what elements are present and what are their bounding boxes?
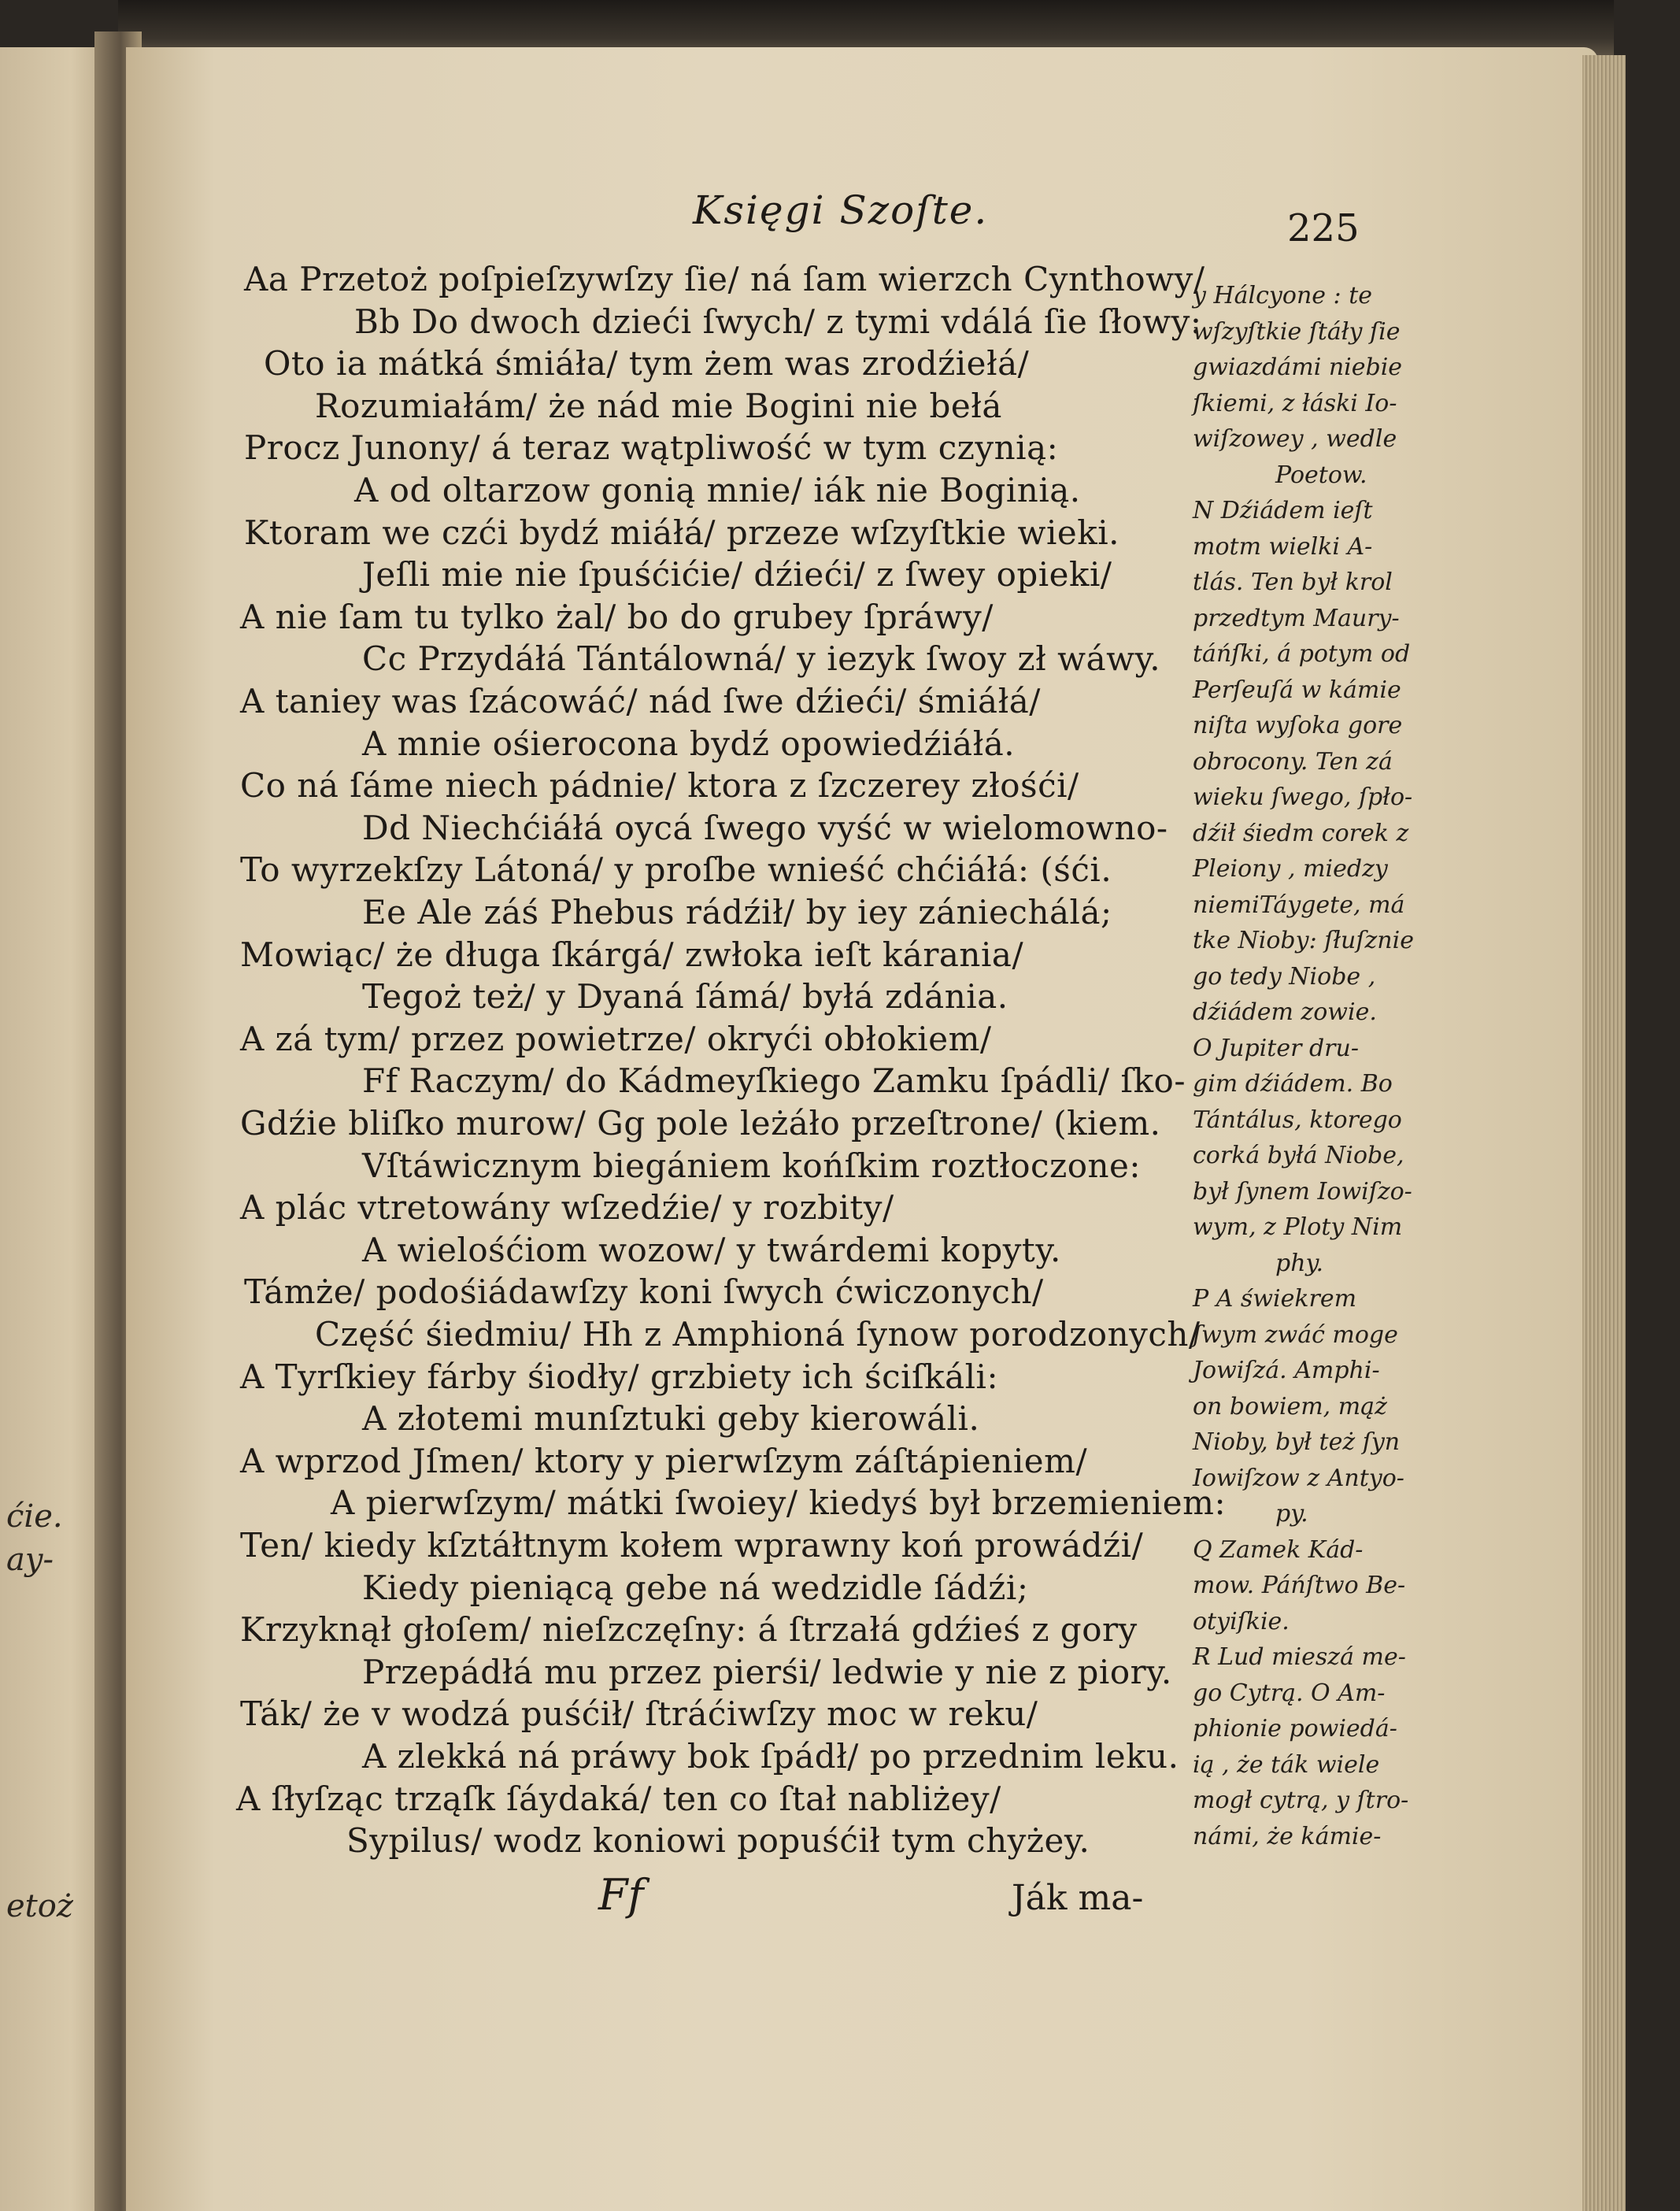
- verse-line: Ten/ kiedy kſztáłtnym kołem wprawny koń prowádźi/: [240, 1526, 1144, 1565]
- margin-note-line: mow. Páńſtwo Be-: [1193, 1572, 1406, 1599]
- verse-line: Mowiąc/ że długa ſkárgá/ zwłoka ieſt kárania/: [240, 935, 1024, 974]
- verse-line: Ktoram we czći bydź miáłá/ przeze wſzyſtkie wieki.: [244, 513, 1119, 552]
- margin-note-line: gwiazdámi niebie: [1193, 354, 1403, 381]
- verse-line: A ſłyſząc trząſk ſáydaká/ ten co ſtał nabliżey/: [236, 1779, 1001, 1818]
- margin-note-line: R Lud mieszá me-: [1193, 1643, 1406, 1671]
- page-fore-edge: [1582, 55, 1626, 2211]
- verse-line: A zá tym/ przez powietrze/ okryći obłokiem/: [240, 1019, 992, 1058]
- verse-line: A wielośćiom wozow/ y twárdemi kopyty.: [362, 1230, 1061, 1269]
- margin-note-line: go Cytrą. O Am-: [1193, 1679, 1386, 1707]
- margin-note-line: dźiádem zowie.: [1193, 998, 1377, 1026]
- verse-line: Gdźie bliſko murow/ Gg pole leżáło przeſtrone/ (kiem.: [240, 1104, 1161, 1143]
- margin-note-line: go tedy Niobe ,: [1193, 962, 1376, 991]
- margin-note-line: Tántálus, ktorego: [1193, 1106, 1402, 1134]
- verse-line: Ee Ale záś Phebus rádźił/ by iey zániechálá;: [362, 893, 1112, 931]
- verse-line: Kiedy pieniącą gebe ná wedzidle ſádźi;: [362, 1568, 1029, 1607]
- margin-note-line: był ſynem Iowiſzo-: [1193, 1177, 1412, 1205]
- margin-note-line: y Hálcyone : te: [1193, 282, 1373, 309]
- verse-line: Oto ia mátká śmiáła/ tym żem was zrodźiełá/: [264, 344, 1030, 383]
- verse-line: A pierwſzym/ mátki ſwoiey/ kiedyś był brzemieniem:: [331, 1483, 1227, 1523]
- margin-note-line: P A świekrem: [1193, 1285, 1357, 1313]
- margin-note-line: on bowiem, mąż: [1193, 1392, 1387, 1420]
- margin-note-line: motm wielki A-: [1193, 532, 1373, 561]
- verse-line: A plác vtretowány wſzedźie/ y rozbity/: [240, 1188, 894, 1228]
- margin-note-line: niſta wyſoka gore: [1193, 712, 1403, 739]
- margin-note-line: tlás. Ten był krol: [1193, 568, 1393, 596]
- margin-note-line: Iowiſzow z Antyo-: [1193, 1464, 1404, 1492]
- verse-line: Ták/ że v wodzá puśćił/ ſtráćiwſzy moc w reku/: [240, 1694, 1038, 1734]
- margin-note-line: Nioby, był też ſyn: [1193, 1428, 1401, 1456]
- margin-note-line: corká byłá Niobe,: [1193, 1142, 1404, 1169]
- margin-note-line: wieku ſwego, ſpło-: [1193, 783, 1413, 811]
- verse-line: A złotemi munſztuki geby kierowáli.: [362, 1399, 980, 1439]
- verse-line: Przepádłá mu przez pierśi/ ledwie y nie z piory.: [362, 1652, 1172, 1691]
- margin-note-line: O Jupiter dru-: [1193, 1034, 1359, 1062]
- margin-note-line: wiſzowey , wedle: [1193, 425, 1397, 453]
- left-page-fragment: ćie.: [6, 1498, 63, 1535]
- signature-mark: Ff: [598, 1870, 644, 1920]
- margin-note-line: obrocony. Ten zá: [1193, 747, 1393, 776]
- catchword: Ják ma-: [1012, 1878, 1144, 1918]
- verse-line: Tegoż też/ y Dyaná ſámá/ byłá zdánia.: [362, 977, 1008, 1017]
- verse-line: A wprzod Jſmen/ ktory y pierwſzym záſtápieniem/: [240, 1441, 1088, 1480]
- verse-line: Krzyknął głoſem/ nieſzczęſny: á ſtrzałá gdźieś z gory: [240, 1610, 1138, 1650]
- verse-line: Vſtáwicznym biegániem końſkim roztłoczone:: [362, 1146, 1142, 1185]
- verse-line: A nie ſam tu tylko żal/ bo do grubey ſpráwy/: [240, 597, 994, 636]
- margin-note-line: niemiTáygete, má: [1193, 891, 1405, 919]
- margin-note-line: przedtym Maury-: [1193, 604, 1400, 632]
- margin-note-line: wym, z Ploty Nim: [1193, 1213, 1403, 1241]
- margin-note-line: phy.: [1275, 1249, 1324, 1277]
- margin-note-line: phionie powiedá-: [1193, 1715, 1397, 1743]
- verse-line: Cc Przydáłá Tántálowná/ y iezyk ſwoy zł wáwy.: [362, 639, 1161, 679]
- verse-line: A Tyrſkiey fárby śiodły/ grzbiety ich ściſkáli:: [240, 1357, 999, 1396]
- margin-note-line: Jowiſzá. Amphi-: [1193, 1357, 1380, 1384]
- margin-note-line: gim dźiádem. Bo: [1193, 1070, 1393, 1098]
- verse-line: Rozumiałám/ że nád mie Bogini nie bełá: [315, 386, 1002, 425]
- margin-note-line: py.: [1275, 1500, 1308, 1528]
- verse-line: A taniey was ſzácowáć/ nád ſwe dźieći/ śmiáłá/: [240, 682, 1041, 720]
- verse-line: A mnie ośierocona bydź opowiedźiáłá.: [362, 724, 1016, 763]
- margin-note-line: táńſki, á potym od: [1193, 640, 1411, 668]
- verse-line: Część śiedmiu/ Hh z Amphioná ſynow porodzonych/: [315, 1315, 1201, 1354]
- margin-note-line: tke Nioby: ſłuſznie: [1193, 927, 1414, 954]
- left-page-fragment: etoż: [6, 1888, 73, 1924]
- margin-note-line: ią , że ták wiele: [1193, 1750, 1380, 1779]
- verse-line: Támże/ podośiádawſzy koni ſwych ćwiczonych/: [244, 1272, 1044, 1312]
- margin-note-line: dźił śiedm corek z: [1193, 819, 1409, 847]
- margin-note-line: wſzyſtkie ſtáły ſie: [1193, 317, 1401, 346]
- verse-line: Jeſli mie nie ſpuśćićie/ dźieći/ z ſwey opieki/: [362, 555, 1112, 594]
- margin-note-line: Perſeuſá w kámie: [1193, 676, 1401, 704]
- margin-note-line: Q Zamek Kád-: [1193, 1535, 1364, 1564]
- left-page-fragment: ay-: [6, 1542, 54, 1578]
- margin-note-line: ſwym zwáć moge: [1193, 1320, 1398, 1349]
- verse-line: A od oltarzow gonią mnie/ iák nie Boginią.: [354, 471, 1081, 509]
- margin-note-line: námi, że kámie-: [1193, 1822, 1382, 1850]
- margin-note-line: Pleiony , miedzy: [1193, 855, 1388, 883]
- verse-line: Dd Niechćiáłá oycá ſwego vyść w wielomowno-: [362, 808, 1168, 847]
- margin-note-line: Poetow.: [1275, 461, 1367, 489]
- margin-note-line: otyiſkie.: [1193, 1607, 1290, 1635]
- margin-note-line: mogł cytrą, y ſtro-: [1193, 1787, 1409, 1814]
- verse-line: Co ná ſáme niech pádnie/ ktora z ſzczerey złośći/: [240, 766, 1079, 806]
- running-head: Księgi Szoſte.: [693, 187, 989, 233]
- verse-line: Aa Przetoż poſpieſzywſzy ſie/ ná ſam wierzch Cynthowy/: [244, 260, 1205, 298]
- verse-line: Bb Do dwoch dzieći ſwych/ z tymi vdálá ſie ſłowy:: [354, 302, 1202, 341]
- verse-line: Ff Raczym/ do Kádmeyſkiego Zamku ſpádli/ ſko-: [362, 1061, 1186, 1101]
- verse-line: Sypilus/ wodz koniowi popuśćił tym chyżey.: [346, 1821, 1090, 1861]
- verse-line: To wyrzekſzy Látoná/ y proſbe wnieść chćiáłá: (śći.: [240, 850, 1112, 890]
- margin-note-line: ſkiemi, z łáski Io-: [1193, 389, 1397, 417]
- verse-line: A zlekká ná práwy bok ſpádł/ po przednim leku.: [362, 1737, 1179, 1776]
- verse-line: Procz Junony/ á teraz wątpliwość w tym czynią:: [244, 428, 1059, 468]
- margin-note-line: N Dźiádem ieſt: [1193, 497, 1373, 524]
- page-number: 225: [1287, 206, 1360, 250]
